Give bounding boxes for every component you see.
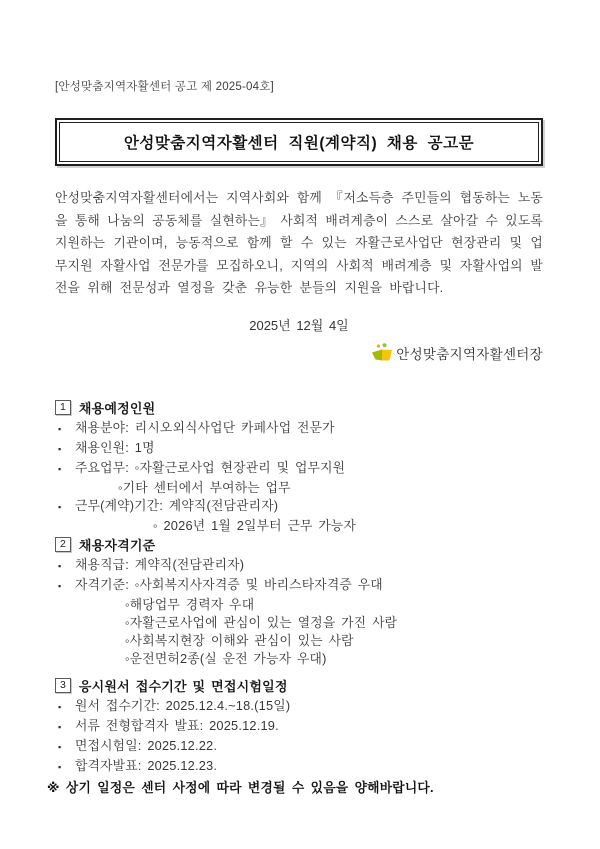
signature-wrap xyxy=(370,343,543,363)
square-bullet-icon: ▪ xyxy=(58,762,62,772)
signer-name: 안성맞춤지역자활센터장 xyxy=(396,346,543,362)
list-item: ▪ 원서 접수기간: 2025.12.4.~18.(15일) xyxy=(55,697,543,716)
section-application-schedule xyxy=(47,676,543,797)
square-bullet-icon: ▪ xyxy=(58,742,62,752)
section-qualifications xyxy=(55,535,543,667)
square-bullet-icon: ▪ xyxy=(58,722,62,732)
title-box xyxy=(55,118,543,166)
list-item: ▪ 채용분야: 리시오외식사업단 카페사업 전문가 xyxy=(55,419,543,438)
list-item: ◦기타 센터에서 부여하는 업무 xyxy=(118,480,291,495)
list-item: ▪ 자격기준: ◦사회복지사자격증 및 바리스타자격증 우대 xyxy=(55,576,543,595)
section-3-title: 응시원서 접수기간 및 면접시험일정 xyxy=(78,678,288,694)
section-1-header xyxy=(55,398,543,416)
square-bullet-icon: ▪ xyxy=(58,424,62,434)
square-bullet-icon: ▪ xyxy=(58,444,62,454)
square-bullet-icon: ▪ xyxy=(58,561,62,571)
announcement-date: 2025년 12월 4일 xyxy=(249,317,349,333)
doc-number: [안성맞춤지역자활센터 공고 제 2025-04호] xyxy=(55,81,274,93)
list-item: ◦운전면허2종(실 운전 가능자 우대) xyxy=(125,651,327,666)
title-box-inner xyxy=(59,122,539,162)
list-item: ▪ 면접시험일: 2025.12.22. xyxy=(55,737,543,756)
section-2-number: 2 xyxy=(55,537,71,552)
square-bullet-icon: ▪ xyxy=(58,581,62,591)
section-recruitment-plan xyxy=(55,398,543,534)
list-item: ◦자활근로사업에 관심이 있는 열정을 가진 사람 xyxy=(125,615,398,630)
section-3-items xyxy=(55,697,543,776)
list-item: ◦사회복지현장 이해와 관심이 있는 사람 xyxy=(125,633,354,648)
list-item: ◦해당업무 경력자 우대 xyxy=(125,597,255,612)
list-item: ▪ 근무(계약)기간: 계약직(전담관리자) xyxy=(55,497,543,516)
section-2-title: 채용자격기준 xyxy=(78,537,156,553)
list-item: ▪ 합격자발표: 2025.12.23. xyxy=(55,757,543,776)
signature-line xyxy=(55,343,543,366)
section-3-number: 3 xyxy=(55,678,71,693)
square-bullet-icon: ▪ xyxy=(58,464,62,474)
list-item: ▪ 주요업무: ◦자활근로사업 현장관리 및 업무지원 xyxy=(55,459,543,478)
center-logo-icon xyxy=(370,343,394,362)
section-2-header xyxy=(55,535,543,553)
section-3-header xyxy=(55,676,543,694)
section-1-number: 1 xyxy=(55,400,71,415)
intro-paragraph: 안성맞춤지역자활센터에서는 지역사회와 함께 『저소득층 주민들의 협동하는 노동을 통해 나눔의 공동체를 실현하는』 사회적 배려계층이 스스로 살아갈 수 있도록 지원하는 기관이며, 능동적으로 함께 할 수 있는 자활근로사업단 현장관리 및 업무지원 자활사업 전문가를 모집하오니, 지역의 사회적 배려계층 및 자활사업의 발전을 위해 전문성과 열정을 갖춘 유능한 분들의 지원을 바랍니다. xyxy=(55,190,543,295)
list-item: ▪ 서류 전형합격자 발표: 2025.12.19. xyxy=(55,717,543,736)
schedule-change-note: ※ 상기 일정은 센터 사정에 따라 변경될 수 있음을 양해바랍니다. xyxy=(47,780,434,795)
square-bullet-icon: ▪ xyxy=(58,502,62,512)
section-1-items xyxy=(55,419,543,534)
list-item: ◦ 2026년 1월 2일부터 근무 가능자 xyxy=(153,518,357,533)
section-2-items xyxy=(55,556,543,667)
section-1-title: 채용예정인원 xyxy=(78,400,156,416)
list-item: ▪ 채용직급: 계약직(전담관리자) xyxy=(55,556,543,575)
page-title: 안성맞춤지역자활센터 직원(계약직) 채용 공고문 xyxy=(123,135,475,152)
list-item: ▪ 채용인원: 1명 xyxy=(55,439,543,458)
square-bullet-icon: ▪ xyxy=(58,702,62,712)
